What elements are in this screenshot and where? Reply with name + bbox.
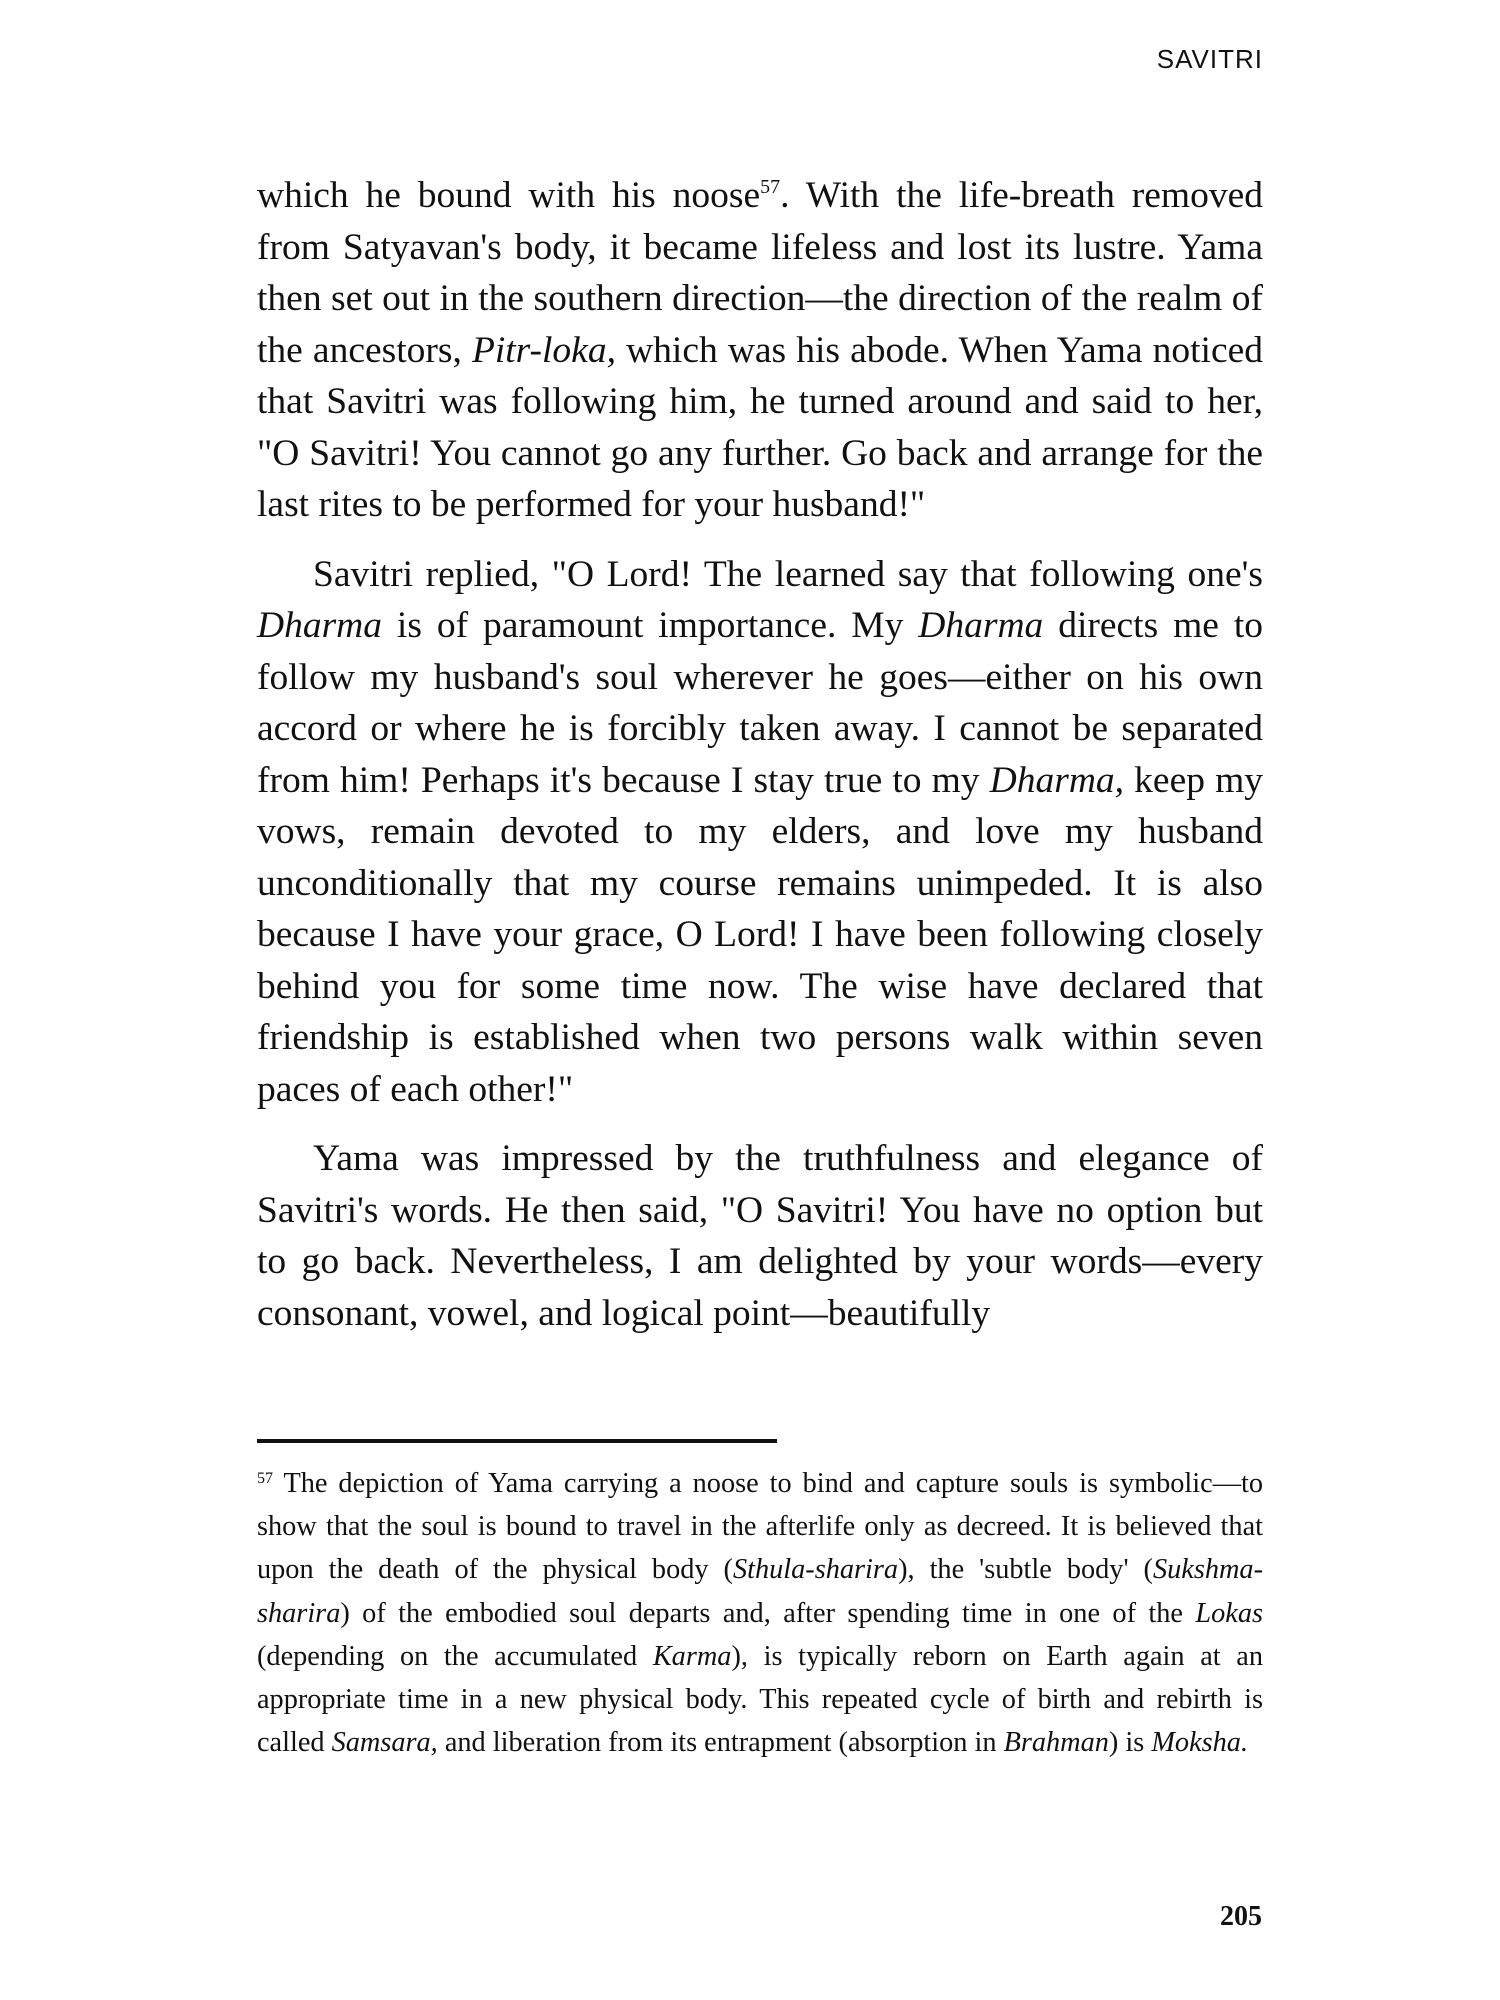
text-run: ), is typically reborn on Earth again at an appropriate time in a new physical body. This repeated cycle of birth and rebirth is called xyxy=(257,1640,1263,1759)
paragraph-3 xyxy=(257,1133,1263,1339)
text-run: which was his abode. When Yama noticed that Savitri was following him, he turned around and said to her, "O Savitri! You cannot go any further. Go back and arrange for the last rites to be performed for your husband!" xyxy=(257,329,1263,525)
text-run: (depending on the accumulated xyxy=(257,1640,653,1672)
italic-term: Dharma xyxy=(257,605,383,646)
text-run: ) of the embodied soul departs and, after spending time in one of the xyxy=(340,1597,1196,1629)
text-run: is of paramount importance. My xyxy=(382,605,919,646)
footnote-number: 57 xyxy=(257,1470,273,1487)
text-run: ), the 'subtle body' ( xyxy=(898,1554,1153,1586)
paragraph-1 xyxy=(257,170,1263,531)
text-run: ) is xyxy=(1108,1727,1152,1759)
text-run: . With the life-breath removed from Satyavan's body, it became lifeless and lost its lustre. Yama then set out in the southern direction—the direction of the realm of the ancestors, xyxy=(257,175,1263,371)
italic-term: Moksha. xyxy=(1151,1727,1249,1759)
body-text xyxy=(257,170,1263,1357)
text-run: Savitri replied, "O Lord! The learned say that following one's xyxy=(313,553,1263,595)
italic-term: Sukshma-sharira xyxy=(257,1554,1264,1629)
page-number: 205 xyxy=(1220,1901,1262,1932)
text-run: Yama was impressed by the truthfulness and elegance of Savitri's words. He then said, "O Savitri! You have no option but to go back. Nevertheless, I am delighted by your words—every consonant, vowel, and logical point—beautifully xyxy=(257,1138,1263,1334)
text-run: which he bound with his noose xyxy=(257,175,761,216)
italic-term: Dharma, xyxy=(989,759,1125,801)
text-run: and liberation from its entrapment (absorption in xyxy=(437,1727,1004,1759)
running-head: SAVITRI xyxy=(1156,44,1263,74)
footnote-divider xyxy=(257,1439,777,1443)
italic-term: Samsara, xyxy=(331,1727,438,1759)
italic-term: Karma xyxy=(652,1640,732,1672)
italic-term: Sthula-sharira xyxy=(732,1554,899,1586)
text-run: keep my vows, remain devoted to my elders, and love my husband unconditionally that my course remains unimpeded. It is also because I have your grace, O Lord! I have been following closely behind you for some time now. The wise have declared that friendship is established when two persons walk within seven paces of each other!" xyxy=(257,759,1263,1110)
italic-term: Brahman xyxy=(1003,1727,1109,1759)
italic-term: Dharma xyxy=(918,605,1044,646)
footnote-57 xyxy=(257,1462,1263,1764)
text-run: directs me to follow my husband's soul wherever he goes—either on his own accord or where he is forcibly taken away. I cannot be separated from him! Perhaps it's because I stay true to my xyxy=(257,605,1263,801)
paragraph-2 xyxy=(257,549,1263,1116)
italic-term: Lokas xyxy=(1195,1597,1263,1629)
text-run: The depiction of Yama carrying a noose to bind and capture souls is symbolic—to show that the soul is bound to travel in the afterlife only as decreed. It is believed that upon the death of the physical body ( xyxy=(257,1468,1263,1586)
footnote-reference: 57 xyxy=(760,176,781,198)
italic-term: Pitr-loka, xyxy=(471,329,616,371)
